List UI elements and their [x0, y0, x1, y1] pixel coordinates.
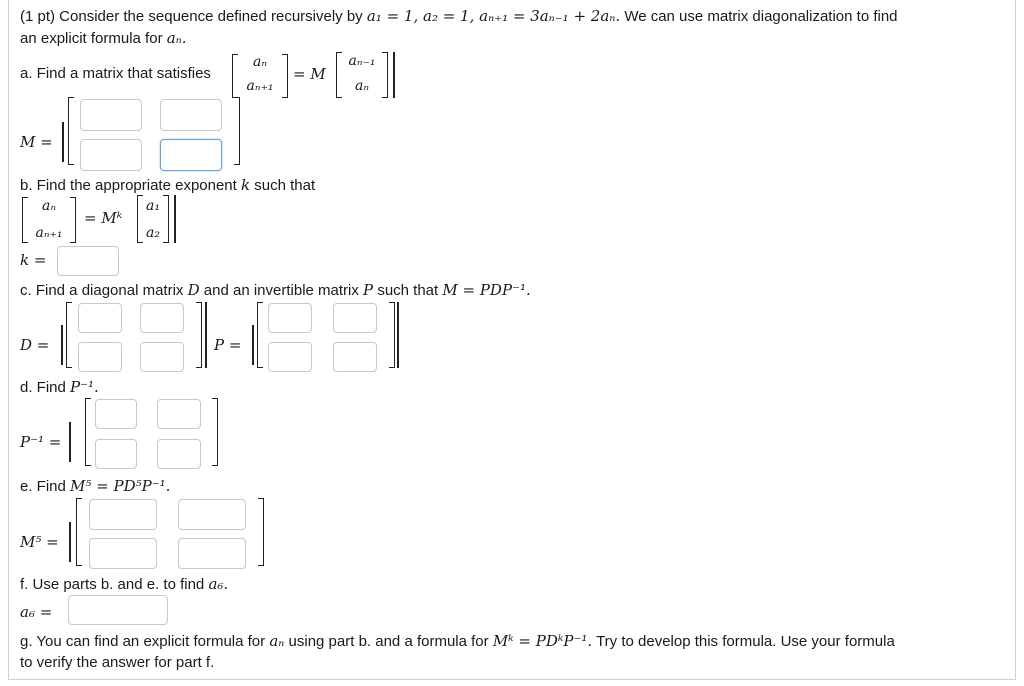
part-e-formula: M⁵ = PD⁵P⁻¹.	[70, 477, 171, 495]
p-entry-11-input[interactable]	[268, 303, 312, 333]
part-e-text: e. Find	[20, 478, 66, 495]
part-c-p-right-bracket	[389, 302, 395, 368]
m5-entry-11-input[interactable]	[89, 499, 157, 530]
part-c-text: c. Find a diagonal matrix	[20, 282, 184, 299]
part-d-line	[20, 377, 99, 398]
part-g-formula: Mᵏ = PDᵏP⁻¹.	[492, 632, 593, 650]
pinv-entry-22-input[interactable]	[157, 439, 201, 469]
m-entry-22-input[interactable]	[160, 139, 222, 171]
m-entry-11-input[interactable]	[80, 99, 142, 131]
intro-suffix: We can use matrix diagonalization to find	[624, 8, 898, 25]
part-a-matrix-left-bracket	[68, 97, 74, 165]
part-f-text: f. Use parts b. and e. to find	[20, 576, 205, 593]
intro-recurrence: a₁ = 1, a₂ = 1, aₙ₊₁ = 3aₙ₋₁ + 2aₙ.	[366, 7, 621, 25]
part-g-line-1	[20, 631, 895, 652]
part-b-line	[20, 175, 315, 196]
part-c-label-d: D =	[20, 336, 50, 354]
p-entry-12-input[interactable]	[333, 303, 377, 333]
part-a-label: M =	[20, 133, 53, 151]
part-a-eq: = M	[293, 65, 326, 83]
part-a-lhs-bottom: aₙ₊₁	[246, 78, 274, 94]
pinv-entry-12-input[interactable]	[157, 399, 201, 429]
a6-input[interactable]	[68, 595, 168, 625]
part-e-left-bracket	[76, 498, 82, 566]
d-entry-22-input[interactable]	[140, 342, 184, 372]
part-a-matrix-bar	[62, 122, 64, 162]
part-c-d-right-bracket	[196, 302, 202, 368]
part-b-rhs-bottom: a₂	[146, 225, 160, 241]
part-d-text: d. Find	[20, 379, 66, 396]
k-input[interactable]	[57, 246, 119, 276]
part-b-var: k	[241, 176, 251, 194]
part-e-right-bracket	[258, 498, 264, 566]
part-c-label-p: P =	[214, 336, 242, 354]
m5-entry-12-input[interactable]	[178, 499, 246, 530]
part-a-lhs-right-bracket	[282, 54, 288, 98]
part-d-right-bracket	[212, 398, 218, 466]
part-c-d-bar	[61, 325, 63, 365]
part-d-left-bracket	[85, 398, 91, 466]
part-g-text3: Try to develop this formula. Use your formula	[596, 633, 895, 650]
part-c-formula: M = PDP⁻¹.	[442, 281, 531, 299]
pinv-entry-21-input[interactable]	[95, 439, 137, 469]
part-b-rhs-top: a₁	[146, 198, 160, 214]
part-b-cursor-bar	[174, 195, 176, 243]
part-a-text: a. Find a matrix that satisfies	[20, 65, 211, 82]
part-a-rhs-right-bracket	[382, 52, 388, 98]
m-entry-12-input[interactable]	[160, 99, 222, 131]
part-b-lhs-top: aₙ	[41, 198, 57, 214]
intro-line-2	[20, 28, 187, 49]
part-g-text2: using part b. and a formula for	[288, 633, 489, 650]
p-entry-21-input[interactable]	[268, 342, 312, 372]
part-a-rhs-bottom: aₙ	[354, 78, 370, 94]
m5-entry-21-input[interactable]	[89, 538, 157, 569]
part-c-p-left-bracket	[257, 302, 263, 368]
d-entry-12-input[interactable]	[140, 303, 184, 333]
part-b-lhs-bottom: aₙ₊₁	[35, 225, 63, 241]
part-a-rhs-top: aₙ₋₁	[348, 53, 376, 69]
part-e-line	[20, 476, 170, 497]
part-a-lhs-top: aₙ	[252, 54, 268, 70]
part-c-d-right-bar	[205, 302, 207, 368]
p-entry-22-input[interactable]	[333, 342, 377, 372]
part-b-lhs-right-bracket	[70, 197, 76, 243]
d-entry-11-input[interactable]	[78, 303, 122, 333]
part-b-rhs-right-bracket	[163, 195, 169, 243]
part-b-label: k =	[20, 251, 47, 269]
part-b-text: b. Find the appropriate exponent	[20, 177, 237, 194]
part-e-bar	[69, 522, 71, 562]
part-b-eq: = Mᵏ	[84, 209, 123, 227]
part-g-var: aₙ	[269, 632, 285, 650]
part-d-formula: P⁻¹.	[70, 378, 99, 396]
part-c-p-bar	[252, 325, 254, 365]
part-f-var: a₆.	[208, 575, 229, 593]
part-b-suffix: such that	[254, 177, 316, 194]
m-entry-21-input[interactable]	[80, 139, 142, 171]
intro-line2-var: aₙ.	[166, 29, 187, 47]
part-a-matrix-right-bracket	[234, 97, 240, 165]
part-e-label: M⁵ =	[20, 533, 59, 551]
part-f-line	[20, 574, 228, 595]
part-c-suffix: such that	[377, 282, 439, 299]
part-c-var-p: P	[363, 281, 374, 299]
intro-prefix: (1 pt) Consider the sequence defined recursively by	[20, 8, 363, 25]
intro-line2-text: an explicit formula for	[20, 30, 163, 47]
part-g-line-2: to verify the answer for part f.	[20, 654, 215, 671]
part-d-bar	[69, 422, 71, 462]
part-g-text1: g. You can find an explicit formula for	[20, 633, 266, 650]
part-c-line	[20, 280, 531, 301]
part-a-cursor-bar	[393, 52, 395, 98]
part-c-var-d: D	[187, 281, 200, 299]
part-c-d-left-bracket	[66, 302, 72, 368]
pinv-entry-11-input[interactable]	[95, 399, 137, 429]
d-entry-21-input[interactable]	[78, 342, 122, 372]
part-c-mid: and an invertible matrix	[203, 282, 359, 299]
intro-line-1	[20, 6, 898, 27]
part-c-p-right-bar	[397, 302, 399, 368]
part-d-label: P⁻¹ =	[20, 433, 62, 451]
m5-entry-22-input[interactable]	[178, 538, 246, 569]
part-f-label: a₆ =	[20, 603, 53, 621]
